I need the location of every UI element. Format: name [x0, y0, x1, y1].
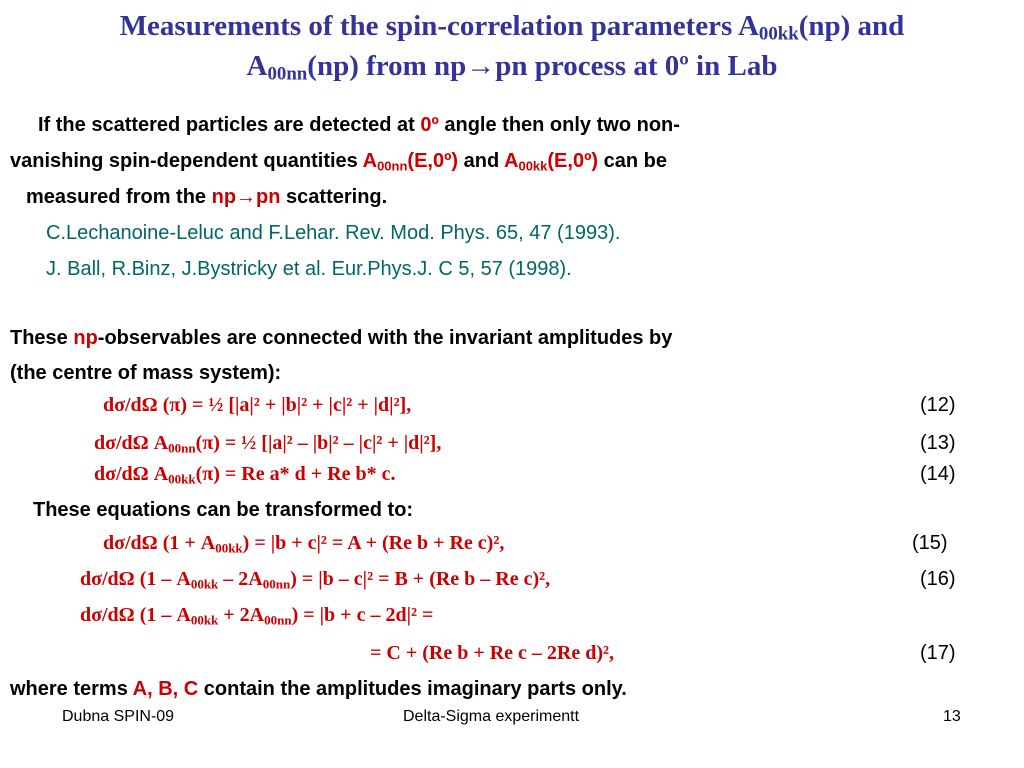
quantity-a00kk: $A_{00kk}(E,0º)$ [504, 150, 599, 174]
intro-text: measured from the [26, 186, 212, 208]
process-highlight: np→pn [211, 186, 281, 208]
transform-text: These equations can be transformed to: [33, 499, 414, 521]
intro-line-3 [26, 186, 387, 209]
slide-title-line-2 [0, 50, 1024, 86]
equation-17-continuation: = C + (Re b + Re c – 2Re d)², [370, 642, 615, 664]
equation-number-16: (16) [920, 568, 956, 590]
intro-line-2 [10, 150, 667, 173]
intro-line-1 [38, 114, 680, 137]
observables-line-2: (the centre of mass system): [10, 362, 282, 384]
equation-16: dσ/dΩ $(1 - A_{00kk} - 2A_{00nn}) = |b - c|^2 = B + (Re$ b – Re c)², [80, 568, 551, 592]
slide-number: 13 [943, 708, 961, 725]
terms-highlight: A, B, C [132, 678, 199, 700]
title-text: (np) and [798, 10, 905, 42]
angle-highlight: 0º [420, 114, 439, 136]
title-text: (np) from np→pn process at 0º in Lab [307, 50, 778, 82]
equation-number-13: (13) [920, 432, 956, 454]
quantity-a00nn: $A_{00nn}(E,0º)$ [362, 150, 459, 174]
equation-number-12: (12) [920, 394, 956, 416]
equation-14: dσ/dΩ $A_{00kk}(\pi) = Re$ a* d + Re b* c. [94, 463, 396, 487]
where-text: where terms [10, 678, 133, 700]
equation-number-15: (15) [912, 532, 948, 554]
intro-text: scattering. [280, 186, 388, 208]
footer-center: Delta-Sigma experimentt [403, 708, 580, 725]
observables-text: These [10, 327, 74, 349]
equation-17: dσ/dΩ $(1 - A_{00kk} + 2A_{00nn}) = |b + c - 2d|^2$ = [80, 604, 434, 628]
title-subscript: 00kk [758, 23, 799, 45]
title-subscript: 00nn [267, 63, 308, 85]
where-text: contain the amplitudes imaginary parts only. [198, 678, 627, 700]
footer-left: Dubna SPIN-09 [62, 708, 175, 725]
equation-number-17: (17) [920, 642, 956, 664]
intro-text: vanishing spin-dependent quantities [10, 150, 363, 172]
np-highlight: np [73, 327, 98, 349]
observables-text: -observables are connected with the invariant amplitudes by [97, 327, 673, 349]
equation-number-14: (14) [920, 463, 956, 485]
reference-1: C.Lechanoine-Leluc and F.Lehar. Rev. Mod. Phys. 65, 47 (1993). [46, 222, 621, 244]
intro-text: and [458, 150, 505, 172]
intro-text: angle then only two non- [438, 114, 680, 136]
equation-12: dσ/dΩ (π) = ½ [|a|² + |b|² + |c|² + |d|²], [103, 394, 412, 416]
slide-title-line-1 [0, 10, 1024, 46]
where-line [10, 678, 627, 701]
title-text: A [246, 50, 268, 82]
title-text: Measurements of the spin-correlation parameters A [119, 10, 759, 42]
equation-15: dσ/dΩ $(1 + A_{00kk}) = |b + c|^2 = A + (Re$ b + Re c)², [103, 532, 505, 556]
reference-2: J. Ball, R.Binz, J.Bystricky et al. Eur.Phys.J. C 5, 57 (1998). [46, 258, 572, 280]
observables-line-1 [10, 327, 672, 350]
intro-text: can be [598, 150, 667, 172]
equation-13: dσ/dΩ $A_{00nn}(\pi)$ = ½ [|a|² – |b|² – |c|² + |d|²], [94, 432, 442, 456]
intro-text: If the scattered particles are detected at [38, 114, 421, 136]
